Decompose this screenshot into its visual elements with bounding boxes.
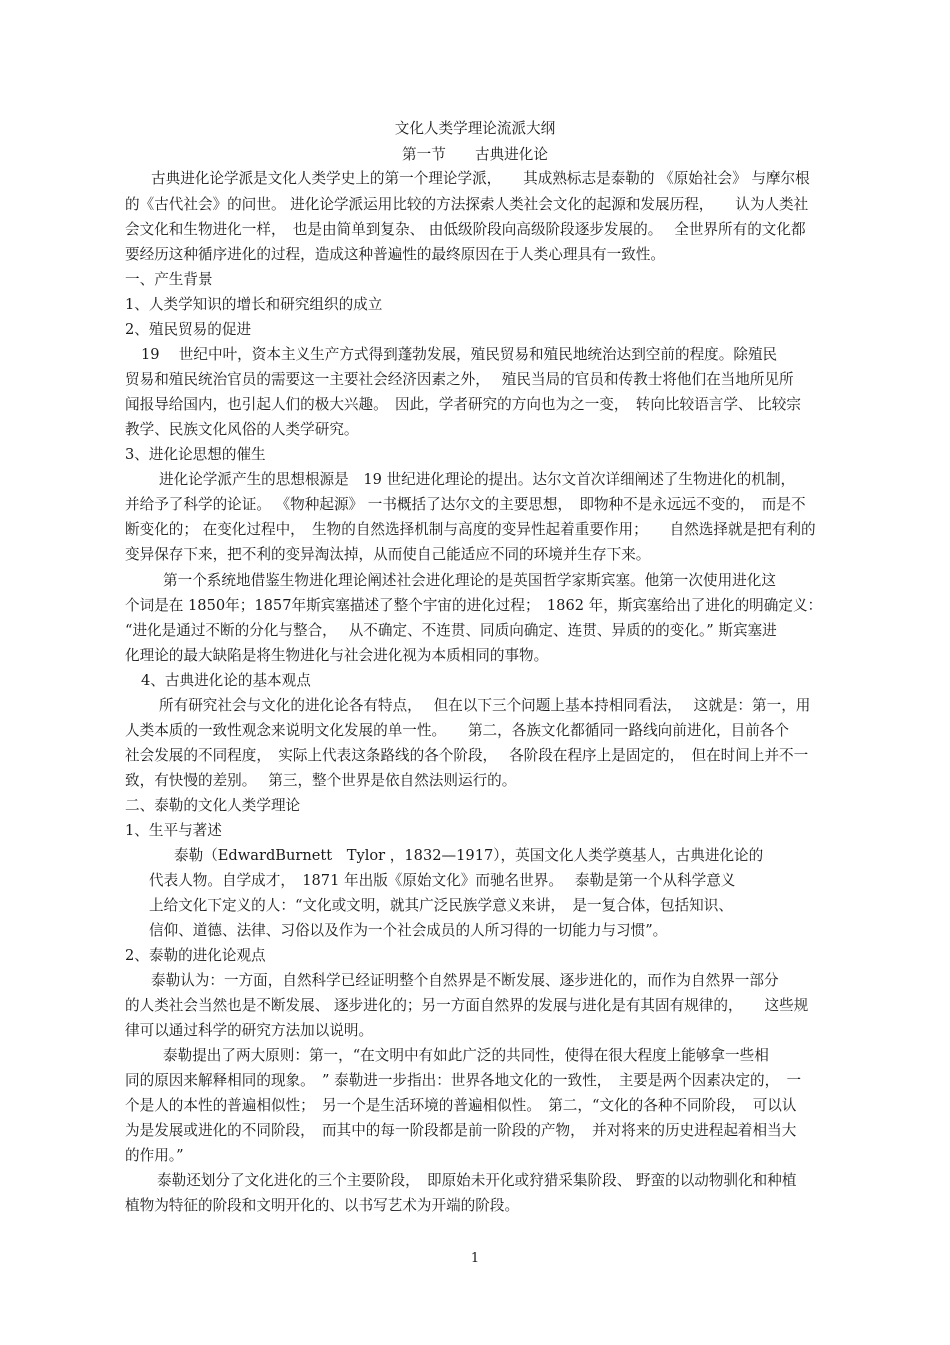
text-line: 植物为特征的阶段和文明开化的、以书写艺术为开端的阶段。 [125,1197,520,1214]
text-line: 同的原因来解释相同的现象。 ” 泰勒进一步指出：世界各地文化的一致性， 主要是两个因素决定的， 一 [125,1072,802,1089]
text-line: 要经历这种循序进化的过程，造成这种普遍性的最终原因在于人类心理具有一致性。 [125,246,665,263]
text-line: 信仰、道德、法律、习俗以及作为一个社会成员的人所习得的一切能力与习惯”。 [149,922,668,939]
text-line: 所有研究社会与文化的进化论各有特点， 但在以下三个问题上基本持相同看法， 这就是：第一，用 [159,697,811,714]
text-line: 第一个系统地借鉴生物进化理论阐述社会进化理论的是英国哲学家斯宾塞。他第一次使用进化这 [163,572,776,589]
section-heading: 一、产生背景 [125,271,213,288]
text-line: 为是发展或进化的不同阶段， 而其中的每一阶段都是前一阶段的产物， 并对将来的历史进程起着相当大 [125,1122,797,1139]
text-line: 进化论学派产生的思想根源是 19 世纪进化理论的提出。达尔文首次详细阐述了生物进化的机制， [159,471,796,488]
section-heading: 二、泰勒的文化人类学理论 [125,797,301,814]
subheading: 1、生平与著述 [125,822,222,839]
text-line: 并给予了科学的论证。 《物种起源》 一书概括了达尔文的主要思想， 即物种不是永远远不变的， 而是不 [125,496,806,513]
page-number: 1 [470,1251,480,1266]
subheading: 2、殖民贸易的促进 [125,321,252,338]
text-line: 泰勒认为：一方面，自然科学已经证明整个自然界是不断发展、逐步进化的，而作为自然界一部分 [151,972,779,989]
text-line: 贸易和殖民统治官员的需要这一主要社会经济因素之外， 殖民当局的官员和传教士将他们在当地所见所 [125,371,794,388]
text-line: 古典进化论学派是文化人类学史上的第一个理论学派， 其成熟标志是泰勒的 《原始社会》 与摩尔根 [151,170,810,187]
text-line: 泰勒（EdwardBurnett Tylor ，1832—1917），英国文化人类学奠基人，古典进化论的 [174,847,764,864]
text-line: “进化是通过不断的分化与整合， 从不确定、不连贯、同质向确定、连贯、异质的的变化。” 斯宾塞进 [125,622,777,639]
document-title: 文化人类学理论流派大纲 [394,120,556,137]
text-line: 上给文化下定义的人：“文化或文明，就其广泛民族学意义来讲， 是一复合体，包括知识、 [149,897,733,914]
text-line: 个词是在 1850年；1857年斯宾塞描述了整个宇宙的进化过程； 1862 年，斯宾塞给出了进化的明确定义： [125,597,823,614]
text-line: 的作用。” [125,1147,184,1164]
text-line: 的《古代社会》的问世。 进化论学派运用比较的方法探索人类社会文化的起源和发展历程， 认为人类社 [125,196,809,213]
text-line: 致，有快慢的差别。 第三，整个世界是依自然法则运行的。 [125,772,517,789]
text-line: 教学、民族文化风俗的人类学研究。 [125,421,359,438]
subheading: 2、泰勒的进化论观点 [125,947,266,964]
text-line: 会文化和生物进化一样， 也是由简单到复杂、 由低级阶段向高级阶段逐步发展的。 全世界所有的文化都 [125,221,806,238]
section-heading: 第一节 古典进化论 [402,146,548,163]
text-line: 闻报导给国内，也引起人们的极大兴趣。 因此，学者研究的方向也为之一变， 转向比较语言学、 比较宗 [125,396,801,413]
text-line: 个是人的本性的普遍相似性； 另一个是生活环境的普遍相似性。 第二，“文化的各种不同阶段， 可以认 [125,1097,797,1114]
text-line: 断变化的； 在变化过程中， 生物的自然选择机制与高度的变异性起着重要作用； 自然选择就是把有利的 [125,521,816,538]
text-line: 变异保存下来，把不利的变异淘汰掉，从而使自己能适应不同的环境并生存下来。 [125,546,651,563]
text-line: 泰勒提出了两大原则：第一，“在文明中有如此广泛的共同性，使得在很大程度上能够拿一些相 [163,1047,769,1064]
text-line: 人类本质的一致性观念来说明文化发展的单一性。 第二，各族文化都循同一路线向前进化，目前各个 [125,722,790,739]
text-line: 19 世纪中叶，资本主义生产方式得到蓬勃发展，殖民贸易和殖民地统治达到空前的程度。除殖民 [141,346,778,363]
text-line: 律可以通过科学的研究方法加以说明。 [125,1022,374,1039]
text-line: 泰勒还划分了文化进化的三个主要阶段， 即原始未开化或狩猎采集阶段、 野蛮的以动物驯化和种植 [157,1172,797,1189]
subheading: 3、进化论思想的催生 [125,446,266,463]
text-line: 代表人物。自学成才， 1871 年出版《原始文化》而驰名世界。 泰勒是第一个从科学意义 [149,872,736,889]
text-line: 的人类社会当然也是不断发展、 逐步进化的；另一方面自然界的发展与进化是有其固有规律的， 这些规 [125,997,809,1014]
subheading: 1、人类学知识的增长和研究组织的成立 [125,296,383,313]
text-line: 化理论的最大缺陷是将生物进化与社会进化视为本质相同的事物。 [125,647,549,664]
subheading: 4、古典进化论的基本观点 [141,672,311,689]
text-line: 社会发展的不同程度， 实际上代表这条路线的各个阶段， 各阶段在程序上是固定的， 但在时间上并不一 [125,747,809,764]
